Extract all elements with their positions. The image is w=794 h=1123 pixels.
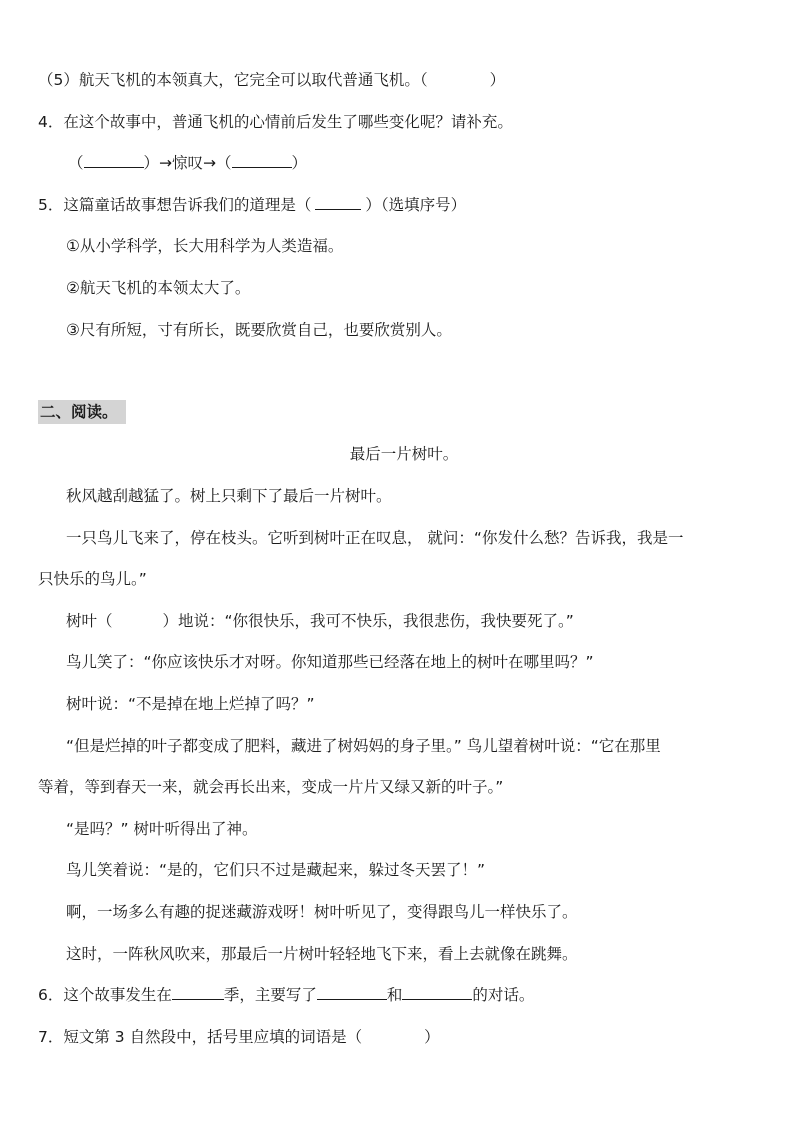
answer-blank-character-2[interactable] bbox=[402, 985, 472, 1000]
question-6-text-3: 和 bbox=[386, 986, 403, 1004]
question-7-text: 7．短文第 3 自然段中，括号里应填的词语是（ bbox=[38, 1028, 363, 1046]
paragraph-9: 啊，一场多么有趣的捉迷藏游戏呀！树叶听见了，变得跟鸟儿一样快乐了。 bbox=[66, 903, 578, 921]
paragraph-8: 鸟儿笑着说：“是的，它们只不过是藏起来，躲过冬天罢了！” bbox=[66, 861, 486, 879]
option-2: ②航天飞机的本领太大了。 bbox=[66, 279, 251, 297]
paragraph-3 bbox=[66, 611, 574, 631]
question-4-answer bbox=[68, 153, 307, 173]
paren-open: （ bbox=[68, 154, 84, 172]
q5-item-5-text: （5）航天飞机的本领真大，它完全可以取代普通飞机。（ bbox=[38, 71, 428, 89]
question-6 bbox=[38, 985, 534, 1005]
paragraph-10: 这时，一阵秋风吹来，那最后一片树叶轻轻地飞下来，看上去就像在跳舞。 bbox=[66, 945, 578, 963]
answer-blank-2[interactable] bbox=[232, 153, 292, 168]
q5-item-5 bbox=[38, 70, 505, 90]
answer-blank[interactable] bbox=[315, 195, 361, 210]
question-5-text: 5．这篇童话故事想告诉我们的道理是（ bbox=[38, 196, 312, 214]
paragraph-2-line-1: 一只鸟儿飞来了，停在枝头。它听到树叶正在叹息， 就问：“你发什么愁？告诉我，我是一 bbox=[66, 529, 684, 547]
question-5-suffix: ）（选填序号） bbox=[365, 196, 467, 214]
story-title bbox=[0, 444, 794, 464]
paragraph-7: “是吗？” 树叶听得出了神。 bbox=[66, 820, 258, 838]
question-4-text: 4．在这个故事中，普通飞机的心情前后发生了哪些变化呢？请补充。 bbox=[38, 113, 513, 131]
question-6-text-2: 季，主要写了 bbox=[223, 986, 317, 1004]
paragraph-1: 秋风越刮越猛了。树上只剩下了最后一片树叶。 bbox=[66, 487, 392, 505]
section-heading: 二、阅读。 bbox=[38, 400, 126, 424]
story-title-text: 最后一片树叶。 bbox=[349, 445, 459, 463]
paragraph-6-line-1: “但是烂掉的叶子都变成了肥料，藏进了树妈妈的身子里。” 鸟儿望着树叶说：“它在那里 bbox=[66, 737, 661, 755]
question-7-close: ） bbox=[424, 1028, 440, 1046]
question-7 bbox=[38, 1027, 440, 1047]
question-6-text: 6．这个故事发生在 bbox=[38, 986, 172, 1004]
question-5 bbox=[38, 195, 466, 215]
option-1: ①从小学科学，长大用科学为人类造福。 bbox=[66, 237, 344, 255]
question-6-text-4: 的对话。 bbox=[472, 986, 535, 1004]
option-3: ③尺有所短，寸有所长，既要欣赏自己，也要欣赏别人。 bbox=[66, 321, 452, 339]
paren-close: ） bbox=[291, 154, 308, 172]
paragraph-3-start: 树叶（ bbox=[66, 612, 113, 630]
answer-blank-character-1[interactable] bbox=[317, 985, 387, 1000]
answer-blank-1[interactable] bbox=[84, 153, 144, 168]
paragraph-4: 鸟儿笑了：“你应该快乐才对呀。你知道那些已经落在地上的树叶在哪里吗？” bbox=[66, 653, 594, 671]
paragraph-5: 树叶说：“不是掉在地上烂掉了吗？” bbox=[66, 695, 315, 713]
answer-blank-season[interactable] bbox=[172, 985, 224, 1000]
paragraph-3-end: ）地说：“你很快乐，我可不快乐，我很悲伤，我快要死了。” bbox=[162, 612, 574, 630]
arrow-text: ）→惊叹→（ bbox=[143, 154, 232, 172]
paragraph-6-line-2: 等着，等到春天一来，就会再长出来，变成一片片又绿又新的叶子。” bbox=[38, 778, 504, 796]
question-4 bbox=[38, 112, 513, 132]
q5-item-5-close: ） bbox=[489, 71, 506, 89]
paragraph-2-line-2: 只快乐的鸟儿。” bbox=[38, 570, 147, 588]
